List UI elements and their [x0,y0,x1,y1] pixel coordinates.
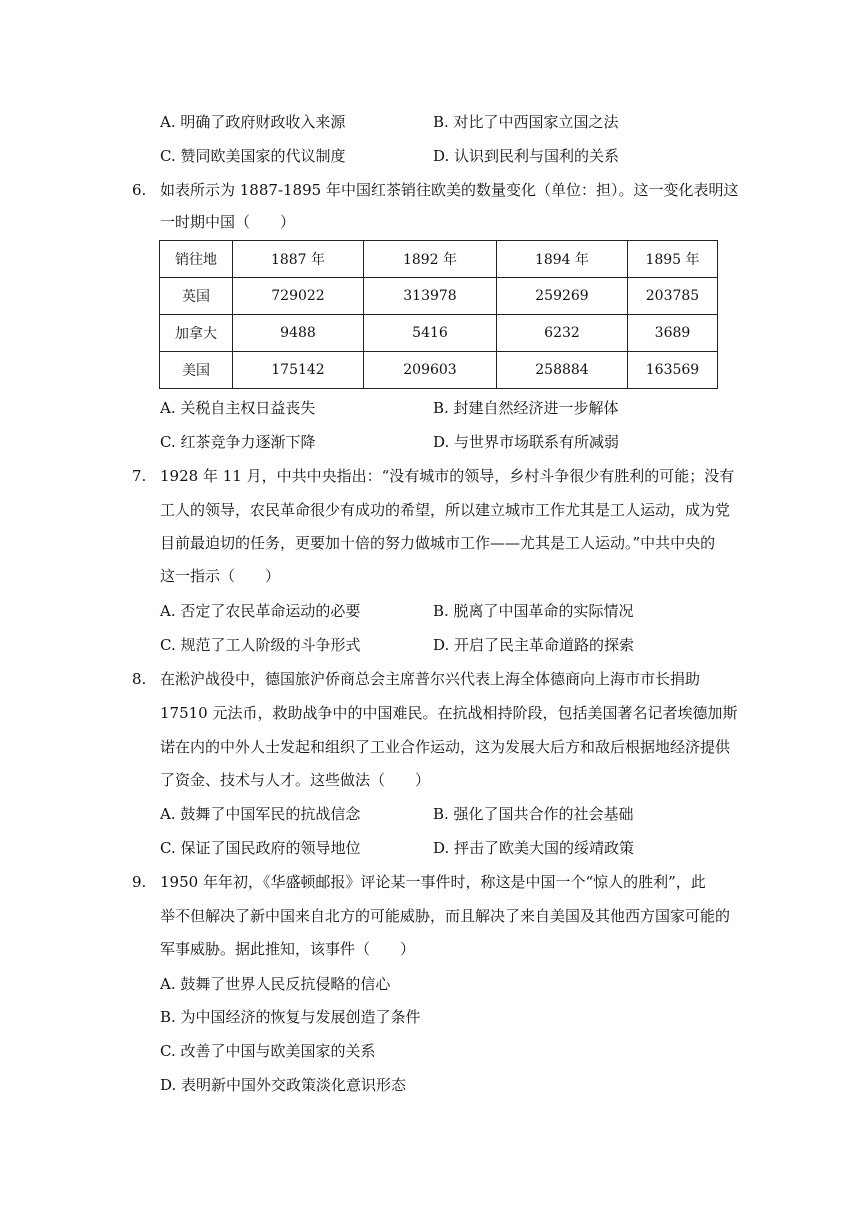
q9-option-d: D. 表明新中国外交政策淡化意识形态 [160,1076,407,1094]
q6-option-a: A. 关税自主权日益丧失 [160,399,316,417]
table-cell: 729022 [233,278,364,315]
q9-stem-line-3: 军事威胁。据此推知，该事件（ ） [160,940,416,958]
table-row [160,315,718,352]
q8-option-a: A. 鼓舞了中国军民的抗战信念 [160,805,361,823]
table-header-cell: 1892 年 [364,241,497,278]
table-cell: 美国 [160,352,233,389]
q9-stem-line-2: 举不但解决了新中国来自北方的可能威胁，而且解决了来自美国及其他西方国家可能的 [160,907,731,925]
table-row [160,352,718,389]
q9-stem-line-1: 1950 年年初，《华盛顿邮报》评论某一事件时，称这是中国一个“惊人的胜利”，此 [160,873,706,891]
table-cell: 9488 [233,315,364,352]
q8-stem-line-4: 了资金、技术与人才。这些做法（ ） [160,771,431,789]
table-cell: 163569 [628,352,718,389]
q6-option-b: B. 封建自然经济进一步解体 [433,399,619,417]
q9-number: 9. [132,873,147,891]
table-cell: 6232 [497,315,628,352]
q7-stem-line-2: 工人的领导，农民革命很少有成功的希望，所以建立城市工作尤其是工人运动，成为党 [160,501,731,519]
q9-option-a: A. 鼓舞了世界人民反抗侵略的信心 [160,975,391,993]
q8-option-d: D. 抨击了欧美大国的绥靖政策 [433,839,635,857]
q8-option-c: C. 保证了国民政府的领导地位 [160,839,361,857]
table-cell: 英国 [160,278,233,315]
q8-option-b: B. 强化了国共合作的社会基础 [433,805,634,823]
q7-option-d: D. 开启了民主革命道路的探索 [433,636,635,654]
q8-stem-line-2: 17510 元法币，救助战争中的中国难民。在抗战相持阶段，包括美国著名记者埃德加斯 [160,704,738,722]
q8-number: 8. [132,670,147,688]
q6-stem-line-1: 如表所示为 1887-1895 年中国红茶销往欧美的数量变化（单位：担）。这一变化表明这 [160,181,739,199]
table-cell: 175142 [233,352,364,389]
q7-stem-line-4: 这一指示（ ） [160,567,281,585]
table-cell: 5416 [364,315,497,352]
table-cell: 313978 [364,278,497,315]
table-header-cell: 1895 年 [628,241,718,278]
q8-stem-line-1: 在淞沪战役中，德国旅沪侨商总会主席普尔兴代表上海全体德商向上海市市长捐助 [160,670,701,688]
q8-stem-line-3: 诺在内的中外人士发起和组织了工业合作运动，这为发展大后方和敌后根据地经济提供 [160,738,731,756]
table-cell: 加拿大 [160,315,233,352]
q9-option-b: B. 为中国经济的恢复与发展创造了条件 [160,1008,421,1026]
table-cell: 3689 [628,315,718,352]
table-header-cell: 销往地 [160,241,233,278]
q7-stem-line-3: 目前最迫切的任务，更要加十倍的努力做城市工作——尤其是工人运动。”中共中央的 [160,534,716,552]
q5-option-c: C. 赞同欧美国家的代议制度 [160,147,346,165]
q7-number: 7. [132,467,147,485]
q5-option-d: D. 认识到民利与国利的关系 [433,147,620,165]
q6-option-c: C. 红茶竞争力逐渐下降 [160,433,316,451]
q6-number: 6. [132,181,147,199]
table-header-cell: 1887 年 [233,241,364,278]
q7-option-b: B. 脱离了中国革命的实际情况 [433,602,634,620]
q7-option-c: C. 规范了工人阶级的斗争形式 [160,636,361,654]
table-cell: 203785 [628,278,718,315]
q6-stem-line-2: 一时期中国（ ） [160,213,296,231]
q5-option-b: B. 对比了中西国家立国之法 [433,113,619,131]
table-cell: 259269 [497,278,628,315]
q7-stem-line-1: 1928 年 11 月，中共中央指出：“没有城市的领导，乡村斗争很少有胜利的可能；没有 [160,467,735,485]
table-header-row [160,241,718,278]
q6-option-d: D. 与世界市场联系有所减弱 [433,433,620,451]
q9-option-c: C. 改善了中国与欧美国家的关系 [160,1042,376,1060]
table-cell: 209603 [364,352,497,389]
table-cell: 258884 [497,352,628,389]
q5-option-a: A. 明确了政府财政收入来源 [160,113,346,131]
table-row [160,278,718,315]
table-header-cell: 1894 年 [497,241,628,278]
q6-data-table [159,240,718,389]
q7-option-a: A. 否定了农民革命运动的必要 [160,602,361,620]
